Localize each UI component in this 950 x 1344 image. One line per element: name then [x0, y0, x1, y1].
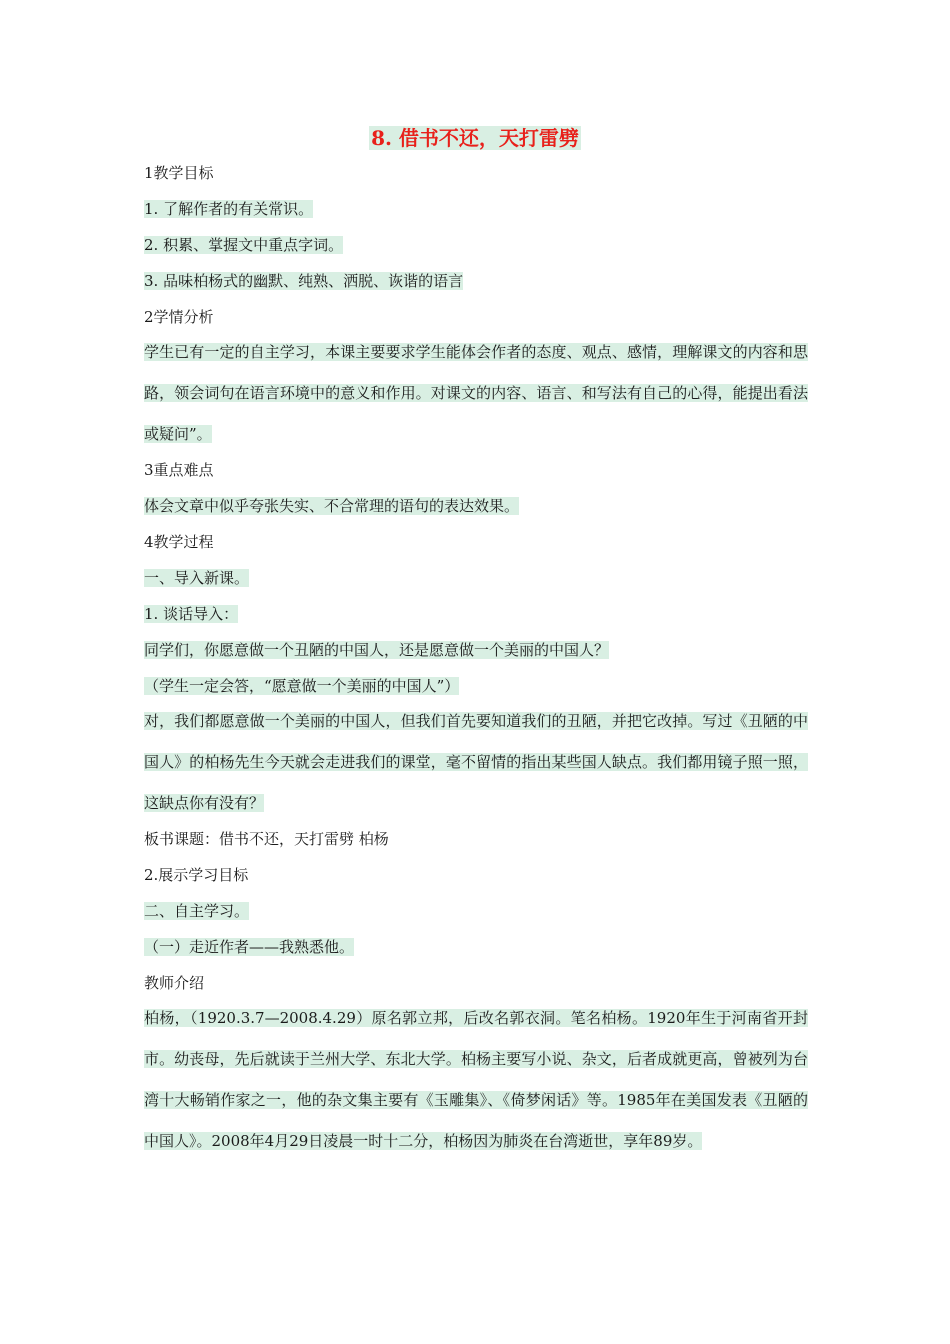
process-paragraph: 对，我们都愿意做一个美丽的中国人，但我们首先要知道我们的丑陋，并把它改掉。写过《丑陋的中国人》的柏杨先生今天就会走进我们的课堂，毫不留情的指出某些国人缺点。我们都用镜子照一照，这缺点你有没有？	[144, 712, 808, 812]
section-heading-goals: 1教学目标	[144, 164, 214, 182]
self-study-line: 二、自主学习。	[144, 902, 250, 920]
show-goal-line: 2.展示学习目标	[144, 866, 249, 884]
process-line-1: 一、导入新课。	[144, 569, 250, 587]
section-heading-process: 4教学过程	[144, 533, 214, 551]
analysis-paragraph: 学生已有一定的自主学习，本课主要要求学生能体会作者的态度、观点、感情，理解课文的内容和思路，领会词句在语言环境中的意义和作用。对课文的内容、语言、和写法有自己的心得，能提出看法或疑问”。	[144, 343, 808, 443]
approach-author-line: （一）走近作者——我熟悉他。	[144, 938, 355, 956]
process-line-4: （学生一定会答，“愿意做一个美丽的中国人”）	[144, 677, 460, 695]
process-line-2: 1. 谈话导入：	[144, 605, 239, 623]
author-bio-paragraph: 柏杨，（1920.3.7—2008.4.29）原名郭立邦，后改名郭衣洞。笔名柏杨。1920年生于河南省开封市。幼丧母，先后就读于兰州大学、东北大学。柏杨主要写小说、杂文，后者成就更高，曾被列为台湾十大畅销作家之一，他的杂文集主要有《玉雕集》、《倚梦闲话》等。1985年在美国发表《丑陋的中国人》。2008年4月29日凌晨一时十二分，柏杨因为肺炎在台湾逝世，享年89岁。	[144, 1009, 808, 1150]
teacher-intro-line: 教师介绍	[144, 974, 205, 992]
document-body	[144, 160, 808, 1164]
goal-item-1: 1. 了解作者的有关常识。	[144, 200, 314, 218]
document-title	[0, 124, 950, 152]
section-heading-analysis: 2学情分析	[144, 308, 214, 326]
board-title-line: 板书课题：借书不还，天打雷劈 柏杨	[144, 830, 389, 848]
goal-item-2: 2. 积累、掌握文中重点字词。	[144, 236, 344, 254]
document-title-text: 8. 借书不还，天打雷劈	[371, 126, 579, 150]
keypoints-text: 体会文章中似乎夸张失实、不合常理的语句的表达效果。	[144, 497, 520, 515]
goal-item-3: 3. 品味柏杨式的幽默、纯熟、洒脱、诙谐的语言	[144, 272, 464, 290]
process-line-3: 同学们，你愿意做一个丑陋的中国人，还是愿意做一个美丽的中国人？	[144, 641, 610, 659]
section-heading-keypoints: 3重点难点	[144, 461, 214, 479]
